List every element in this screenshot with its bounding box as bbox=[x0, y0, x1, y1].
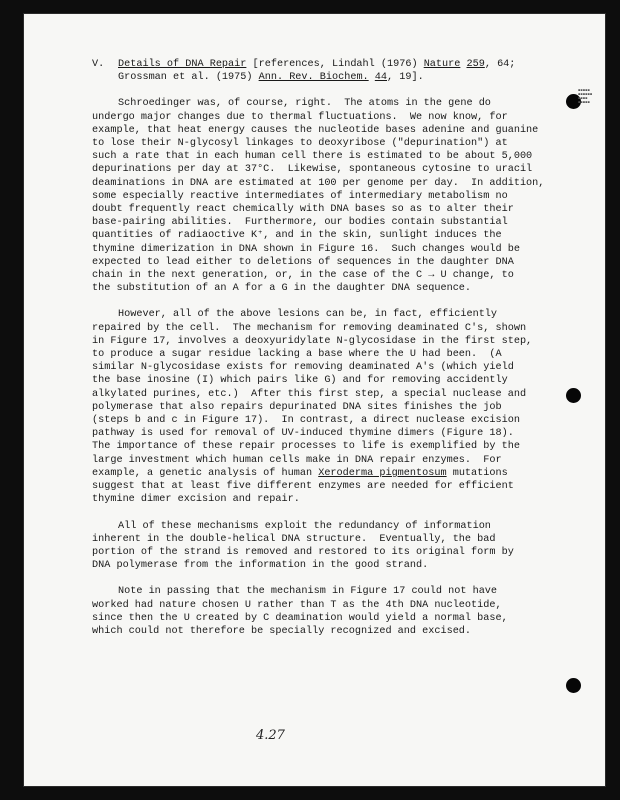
section-number: V. bbox=[92, 59, 105, 70]
paragraph-3 bbox=[92, 520, 532, 573]
text-line: such a rate that in each human cell there is estimated to be about 5,000 bbox=[92, 151, 533, 163]
text-line: thymine dimerization in DNA shown in Figure 16. Such changes would be bbox=[92, 243, 520, 255]
text-line: example, a genetic analysis of human Xeroderma pigmentosum mutations bbox=[92, 467, 508, 479]
binder-hole-middle bbox=[566, 388, 581, 403]
text-line: quantities of radiaoctive K⁺, and in the skin, sunlight induces the bbox=[92, 230, 502, 242]
paragraph-4 bbox=[92, 585, 532, 638]
text-line: the base inosine (I) which pairs like G) and for removing accidently bbox=[92, 375, 508, 387]
text-line: some especially reactive intermediates of intermediary metabolism no bbox=[92, 190, 508, 202]
journal-volume: 259 bbox=[466, 59, 485, 70]
text-line: doubt frequently react chemically with DNA bases so as to alter their bbox=[92, 204, 514, 216]
section-title: Details of DNA Repair bbox=[118, 59, 247, 70]
text-line: worked had nature chosen U rather than T as the 4th DNA nucleotide, bbox=[92, 599, 502, 611]
text-line: DNA polymerase from the information in the good strand. bbox=[92, 560, 429, 572]
text-line: large investment which human cells make in DNA repair enzymes. For bbox=[92, 454, 502, 466]
paragraph-2 bbox=[92, 308, 532, 506]
binder-hole-bottom bbox=[566, 678, 581, 693]
text-line: The importance of these repair processes to life is exemplified by the bbox=[92, 441, 520, 453]
journal-name: Ann. Rev. Biochem. bbox=[258, 72, 369, 84]
text-line: repaired by the cell. The mechanism for removing deaminated C's, shown bbox=[92, 322, 527, 334]
text-line: which could not therefore be specially recognized and excised. bbox=[92, 625, 472, 637]
text-line: (steps b and c in Figure 17). In contrast, a direct nuclease excision bbox=[92, 415, 520, 427]
text-line: expected to lead either to deletions of sequences in the daughter DNA bbox=[92, 256, 514, 268]
text-line: polymerase that also repairs depurinated DNA sites finishes the job bbox=[92, 401, 502, 413]
text-line: suggest that at least five different enzymes are needed for efficient bbox=[92, 481, 514, 493]
paragraph-1 bbox=[92, 97, 545, 295]
archive-stamp bbox=[578, 88, 600, 104]
text-line: portion of the strand is removed and restored to its original form by bbox=[92, 546, 514, 558]
text-line: undergo major changes due to thermal fluctuations. We now know, for bbox=[92, 111, 508, 123]
text-line: inherent in the double-helical DNA structure. Eventually, the bad bbox=[92, 533, 496, 545]
stamp-line: ▪▪▪▪▪ bbox=[578, 88, 590, 92]
text-line: to lose their N-glycosyl linkages to deoxyribose ("depurination") at bbox=[92, 138, 508, 150]
stamp-line: ▪▪▪▪ bbox=[578, 96, 588, 100]
text-line: base-pairing abilities. Furthermore, our bodies contain substantial bbox=[92, 217, 508, 229]
text-line: All of these mechanisms exploit the redundancy of information bbox=[118, 520, 491, 532]
section-heading: V. Details of DNA Repair [references, Lindahl (1976) Nature 259, 64; Grossman et al. (1975) Ann. Rev. Biochem. 44, 19]. bbox=[92, 59, 516, 84]
text-line: pathway is used for removal of UV-induced thymine dimers (Figure 18). bbox=[92, 428, 514, 440]
text-line: chain in the next generation, or, in the case of the C → U change, to bbox=[92, 270, 514, 282]
text-line: to produce a sugar residue lacking a base where the U had been. (A bbox=[92, 349, 502, 361]
text-line: since then the U created by C deamination would yield a normal base, bbox=[92, 612, 508, 624]
text-line: Schroedinger was, of course, right. The atoms in the gene do bbox=[118, 98, 491, 110]
text-line: similar N-glycosidase exists for removing deaminated A's (which yield bbox=[92, 362, 514, 374]
text-line: alkylated purines, etc.) After this first step, a special nuclease and bbox=[92, 388, 527, 400]
text-line: in Figure 17, involves a deoxyuridylate N-glycosidase in the first step, bbox=[92, 335, 533, 347]
species-name: Xeroderma pigmentosum bbox=[318, 467, 447, 479]
text-line: Note in passing that the mechanism in Figure 17 could not have bbox=[118, 586, 498, 598]
stamp-line: ▪▪▪▪▪▪ bbox=[578, 92, 593, 96]
journal-name: Nature bbox=[423, 59, 461, 70]
stamp-line: ▪▪▪▪▪ bbox=[578, 100, 590, 104]
document-body bbox=[92, 58, 545, 651]
text-line: depurinations per day at 37°C. Likewise, spontaneous cytosine to uracil bbox=[92, 164, 533, 176]
text-line: example, that heat energy causes the nucleotide bases adenine and guanine bbox=[92, 124, 539, 136]
text-line: the substitution of an A for a G in the daughter DNA sequence. bbox=[92, 283, 472, 295]
page-number: 4.27 bbox=[256, 728, 285, 743]
text-line: thymine dimer excision and repair. bbox=[92, 494, 300, 506]
text-line: However, all of the above lesions can be, in fact, efficiently bbox=[118, 309, 498, 321]
text-line: deaminations in DNA are estimated at 100 per genome per day. In addition, bbox=[92, 177, 545, 189]
journal-volume: 44 bbox=[374, 72, 388, 84]
